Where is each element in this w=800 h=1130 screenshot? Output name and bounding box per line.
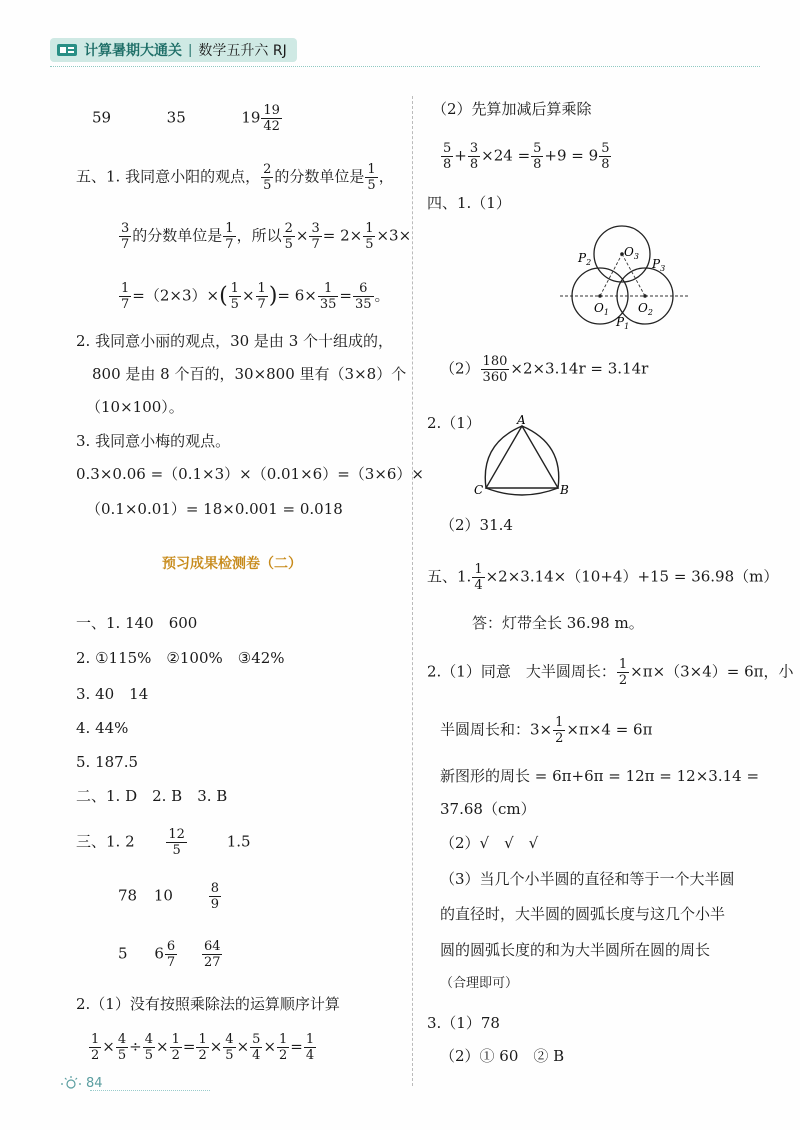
three-circles-figure [560,222,690,332]
center-point [643,294,647,298]
s4-line-2: $\frac{1}{2}$ × $\frac{4}{5}$ ÷ $\frac{4}{5}$ × $\frac{1}{2}$ = $\frac{1}{2}$ × $\frac{4}{5}$ × $\frac{5}{4}$ × $\frac{1}{2}$ = $\frac{1}{4}$ [91,1032,315,1063]
r-equation: （2） $\frac{180}{360}$ ×2×3.14r = 3.14r [440,354,649,385]
r-line: 圆的圆弧长度的和为大半圆所在圆的周长 [440,941,711,959]
label-p3: $P_3$ [652,257,666,273]
r-line: 四、1.（1） [427,194,511,212]
s1-line: 5. 187.5 [76,753,139,771]
q5-line-2: $\frac{3}{7}$ 的分数单位是 $\frac{1}{7}$ ，所以 $\frac{2}{5}$ × $\frac{3}{7}$ = 2× $\frac{1}{5}$ ×3× [121,221,412,252]
label-c: C [474,483,484,497]
s3-row-3: 5 6 $\frac{6}{7}$ $\frac{64}{27}$ [118,939,221,970]
r-line: 3.（1）78 [427,1014,500,1032]
book-logo-icon [56,42,78,58]
q5-line-3: $\frac{1}{7}$ =（2×3）×( $\frac{1}{5}$ × $\frac{1}{7}$ )= 6× $\frac{1}{35}$ = $\frac{6}{35}$ 。 [121,281,390,312]
answer-value: 59 [92,108,112,127]
s3-row-2: 78 10 $\frac{8}{9}$ [118,881,220,912]
header-banner [50,38,297,62]
q5-2-line-1: 2. 我同意小丽的观点，30 是由 3 个十组成的， [76,332,394,350]
answer-row [92,104,283,133]
label-o1: $O_1$ [594,301,609,317]
r-line: 的直径时，大半圆的圆弧长度与这几个小半 [440,905,726,923]
r-equation: 五、1. $\frac{1}{4}$ ×2×3.14×（10+4）+15 = 36.98（m） [427,562,779,593]
sun-swirl-icon [60,1075,82,1091]
header-rule [50,66,760,67]
label-b: B [560,483,569,497]
triangle-arc-figure [470,414,580,502]
r-line: （3）当几个小半圆的直径和等于一个大半圆 [440,870,735,888]
s4-line-1: 2.（1）没有按照乘除法的运算顺序计算 [76,995,340,1013]
arc-bc [486,488,558,495]
q5-3-line-2: 0.3×0.06 =（0.1×3）×（0.01×6）=（3×6）× [76,465,424,483]
q5-3-line-1: 3. 我同意小梅的观点。 [76,432,231,450]
s3-row-1: 三、1. 2 $\frac{12}{5}$ 1.5 [76,827,251,858]
label-p1: $P_1$ [616,315,630,331]
fraction: $\frac{1}{5}$ [367,162,376,193]
column-divider [412,96,413,1086]
answer-value: 19 [241,108,261,127]
s1-line: 2. ①115% ②100% ③42% [76,649,285,667]
r-line: （2）31.4 [440,516,513,534]
fraction: $\frac{2}{5}$ [263,162,272,193]
label-p2: $P_2$ [578,251,592,267]
s2-line: 二、1. D 2. B 3. B [76,787,228,805]
footer [60,1075,103,1091]
r-line: （2）√ √ √ [440,834,539,852]
label-o3: $O_3$ [624,245,639,261]
answer-value: 35 [166,108,186,127]
s1-line: 3. 40 14 [76,685,149,703]
s1-line: 4. 44% [76,719,129,737]
header-separator: | [188,42,193,58]
q5-3-line-3: （0.1×0.01）= 18×0.001 = 0.018 [86,500,343,518]
center-point [598,294,602,298]
s1-line: 一、1. 140 600 [76,614,198,632]
triangle [486,426,558,488]
q5-line-1: 五、1. 我同意小阳的观点， $\frac{2}{5}$ 的分数单位是 $\frac{1}{5}$ ， [76,162,394,193]
footer-rule [90,1090,210,1091]
q5-2-line-2: 800 是由 8 个百的，30×800 里有（3×8）个 [92,365,407,383]
r-equation: $\frac{5}{8}$ + $\frac{3}{8}$ ×24 = $\frac{5}{8}$ +9 = 9 $\frac{5}{8}$ [443,141,610,172]
label-o2: $O_2$ [638,301,653,317]
r-note: （合理即可） [440,976,519,991]
fraction: $\frac{19}{42}$ [263,103,280,134]
r-line: （2）先算加减后算乘除 [432,100,592,118]
r-equation: 半圆周长和：3× $\frac{1}{2}$ ×π×4 = 6π [440,715,653,746]
series-title: 计算暑期大通关 [84,43,182,59]
page-number: 84 [86,1075,103,1091]
r-line: 2.（1） [427,414,481,432]
label-a: A [517,414,526,427]
q5-2-line-3: （10×100）。 [86,398,184,416]
section-title: 预习成果检测卷（二） [162,556,302,572]
r-line: 新图形的周长 = 6π+6π = 12π = 12×3.14 = [440,767,760,785]
r-line: 37.68（cm） [440,800,536,818]
r-line: 答：灯带全长 36.98 m。 [472,614,644,632]
subject-title: 数学五升六 RJ [198,43,287,59]
r-equation: 2.（1）同意 大半圆周长： $\frac{1}{2}$ ×π×（3×4）= 6π，小 [427,657,794,688]
r-line: （2）① 60 ② B [440,1047,565,1065]
